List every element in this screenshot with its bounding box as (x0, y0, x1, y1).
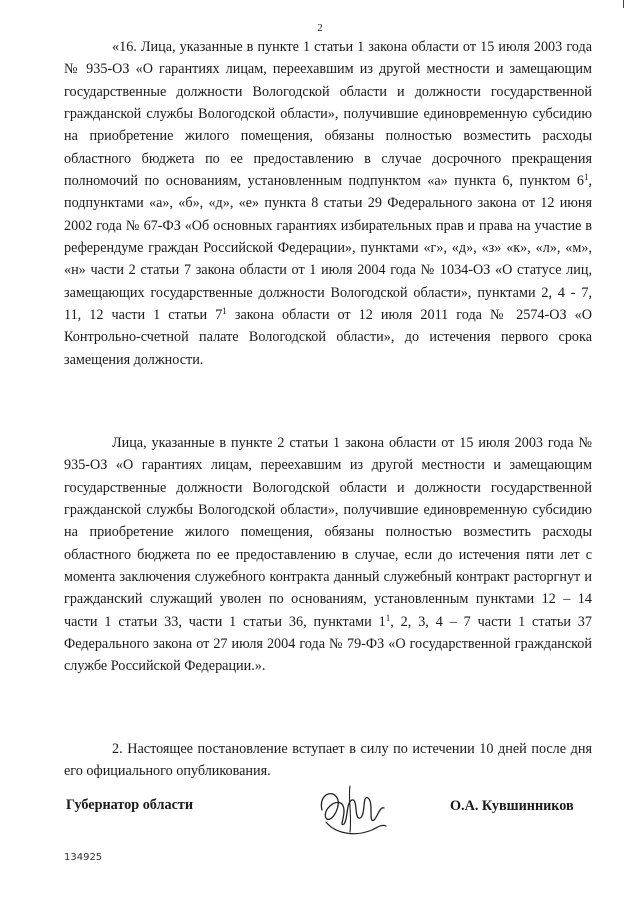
paragraph-2-part-a: Лица, указанные в пункте 2 статьи 1 закона области от 15 июля 2003 года № 935-ОЗ «О гарантиях лицам, переехавшим из другой местности и замещающим государственные должности Вологодской области и должности государственной гражданской службы Вологодской области», получившие единовременную субсидию на приобретение жилого помещения, обязаны полностью возместить расходы областного бюджета по ее предоставлению в случае, если до истечения пяти лет с момента заключения служебного контракта данный служебный контракт расторгнут и гражданский служащий уволен по основаниям, установленным пунктами 12 – 14 части 1 статьи 33, части 1 статьи 36, пунктами 1 (64, 435, 592, 630)
paragraph-16-text (64, 36, 592, 371)
superscript: 1 (583, 172, 589, 183)
paragraph-16-part-c: закона области от 12 июля 2011 года № 2574-ОЗ «О Контрольно-счетной палате Вологодской области», до истечения первого срока замещения должности. (64, 307, 593, 368)
signatory-title: Губернатор области (66, 797, 194, 813)
signatory-name: О.А. Кувшинников (450, 798, 574, 814)
paragraph-persons-point-2 (64, 432, 592, 678)
paragraph-persons-point-2-text (64, 432, 592, 678)
superscript: 1 (222, 306, 227, 317)
paragraph-effective-date (64, 738, 592, 783)
paragraph-effective-date-text: 2. Настоящее постановление вступает в силу по истечении 10 дней после дня его официального опубликования. (64, 741, 592, 780)
page-edge-mark (623, 0, 624, 8)
paragraph-16-part-b: , подпунктами «а», «б», «д», «е» пункта 8 статьи 29 Федерального закона от 12 июня 2002 года № 67-ФЗ «Об основных гарантиях избирательных прав и права на участие в референдуме граждан Российской Федерации», пунктами «г», «д», «з» «к», «л», «м», «н» части 2 статьи 7 закона области от 1 июля 2004 года № 1034-ОЗ «О статусе лиц, замещающих государственные должности Вологодской области», пунктами 2, 4 - 7, 11, 12 части 1 статьи 7 (64, 173, 592, 324)
paragraph-16-part-a: «16. Лица, указанные в пункте 1 статьи 1 закона области от 15 июля 2003 года № 935-ОЗ «О гарантиях лицам, переехавшим из другой местности и замещающим государственные должности Вологодской области и должности государственной гражданской службы Вологодской области», получившие единовременную субсидию на приобретение жилого помещения, обязаны полностью возместить расходы областного бюджета по ее предоставлению в случае досрочного прекращения полномочий по основаниям, установленным подпунктом «а» пункта 6, пунктом 6 (64, 39, 592, 190)
paragraph-2-part-b: , 2, 3, 4 – 7 части 1 статьи 37 Федерального закона от 27 июля 2004 года № 79-ФЗ «О государственной гражданской службе Российской Федерации.». (64, 613, 592, 675)
handwritten-signature (312, 780, 392, 844)
document-code: 134925 (64, 852, 103, 863)
paragraph-16 (64, 36, 592, 371)
superscript: 1 (385, 612, 391, 623)
page-number: 2 (317, 22, 323, 34)
